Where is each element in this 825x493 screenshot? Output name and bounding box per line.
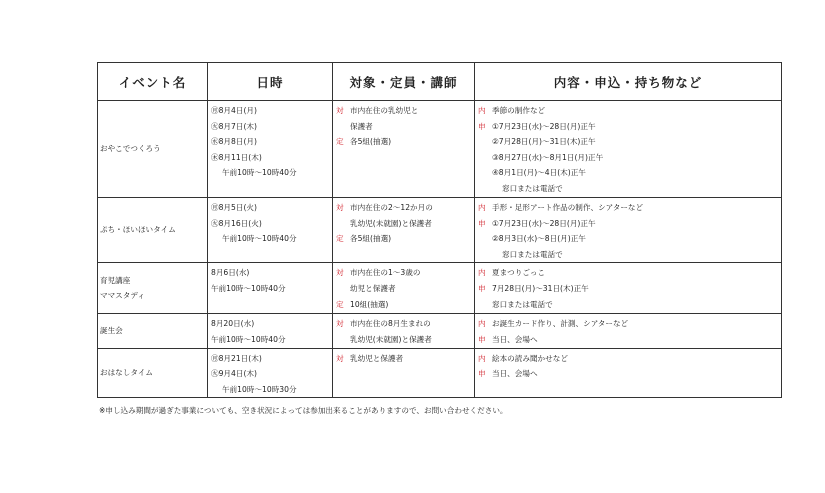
target-text: 幼児と保護者 (350, 283, 396, 293)
target-text: 市内在住の2～12か月の (350, 203, 433, 212)
content-text: 季節の制作など (492, 106, 546, 115)
table-row (98, 198, 782, 263)
datetime-cell (208, 348, 333, 398)
content-text: ①7月23日(水)～28日(月)正午 (492, 218, 596, 228)
target-line (336, 332, 474, 348)
target-text: 各5組(抽選) (350, 137, 392, 147)
marker-label (336, 119, 346, 135)
content-list (475, 314, 781, 347)
content-cell (475, 198, 782, 263)
marker-label (478, 165, 488, 181)
content-text: ②7月28日(月)～31日(木)正午 (492, 137, 596, 147)
target-text: 各5組(抽選) (350, 234, 392, 244)
content-text: 当日、会場へ (492, 334, 538, 344)
datetime-cell (208, 314, 333, 348)
marker-label: 定 (336, 137, 344, 147)
target-list (333, 198, 474, 247)
marker-label: 申 (478, 121, 486, 131)
event-name-line: ママスタディ (100, 291, 145, 301)
table-row (98, 314, 782, 348)
content-line (478, 316, 781, 332)
target-cell (333, 198, 475, 263)
datetime-list (208, 101, 332, 181)
marker-label: 申 (478, 218, 486, 228)
marker-label (336, 216, 346, 232)
footnote: ※申し込み期間が過ぎた事業についても、空き状況によっては参加出来ることがありますので、お問い合わせください。 (99, 406, 508, 415)
target-line (336, 216, 474, 232)
target-list (333, 314, 474, 347)
content-line (478, 366, 781, 382)
datetime-list (208, 198, 332, 247)
content-text: ①7月23日(水)～28日(月)正午 (492, 121, 596, 131)
event-name-cell (98, 314, 208, 348)
datetime-list (208, 263, 332, 296)
datetime-line: ㊌8月8日(月) (211, 137, 257, 147)
marker-label: 内 (478, 203, 486, 212)
content-cell (475, 348, 782, 398)
event-name (98, 263, 207, 313)
content-text: お誕生カード作り、計測、シアターなど (492, 319, 629, 329)
marker-label: 対 (336, 268, 344, 278)
target-text: 保護者 (350, 121, 373, 131)
header-row (98, 63, 782, 101)
content-list (475, 263, 781, 312)
target-cell (333, 348, 475, 398)
marker-label (336, 332, 346, 348)
target-line (336, 103, 474, 119)
datetime-list (208, 349, 332, 398)
event-name (98, 349, 207, 398)
datetime-line: ㊍8月11日(木) (211, 152, 262, 162)
content-line (478, 332, 781, 348)
marker-label (478, 231, 488, 247)
marker-label: 申 (478, 334, 486, 344)
datetime-line: ㊊8月5日(火) (211, 203, 257, 212)
header-content: 内容・申込・持ち物など (475, 63, 782, 101)
content-line (478, 351, 781, 367)
marker-label (336, 281, 346, 297)
header-datetime: 日時 (208, 63, 333, 101)
marker-label: 内 (478, 353, 486, 363)
target-line (336, 119, 474, 135)
marker-label: 対 (336, 203, 344, 212)
datetime-cell (208, 263, 333, 314)
content-text: 絵本の読み聞かせなど (492, 353, 568, 363)
table-row (98, 348, 782, 398)
content-text: 当日、会場へ (492, 369, 538, 379)
content-list (475, 101, 781, 197)
target-line (336, 200, 474, 216)
target-text: 市内在住の乳幼児と (350, 106, 419, 115)
target-text: 乳幼児(未就園)と保護者 (350, 218, 432, 228)
event-name (98, 101, 207, 197)
target-text: 乳幼児(未就園)と保護者 (350, 334, 432, 344)
marker-label (478, 297, 488, 313)
content-text: ④8月1日(月)～4日(木)正午 (492, 168, 586, 178)
datetime-line: 午前10時～10時30分 (222, 384, 297, 394)
target-line (336, 316, 474, 332)
content-list (475, 198, 781, 262)
target-list (333, 349, 474, 367)
datetime-line: ㊊8月4日(月) (211, 106, 257, 115)
marker-label: 定 (336, 234, 344, 244)
target-text: 市内在住の1～3歳の (350, 268, 421, 278)
content-text: 窓口または電話で (502, 249, 563, 259)
datetime-line: ㊊8月21日(木) (211, 353, 262, 363)
content-line (478, 165, 781, 181)
content-line (478, 134, 781, 150)
marker-label: 内 (478, 268, 486, 278)
event-schedule (97, 62, 782, 398)
target-text: 10組(抽選) (350, 299, 389, 309)
content-text: 7月28日(月)～31日(木)正午 (492, 283, 589, 293)
event-name-cell (98, 263, 208, 314)
content-text: 窓口または電話で (492, 299, 553, 309)
datetime-line: 午前10時～10時40分 (222, 234, 297, 244)
content-line (478, 231, 781, 247)
event-name-cell (98, 101, 208, 198)
header-target: 対象・定員・講師 (333, 63, 475, 101)
datetime-cell (208, 198, 333, 263)
event-name-line: 育児講座 (100, 275, 131, 285)
marker-label: 対 (336, 106, 344, 115)
content-line (478, 265, 781, 281)
event-name (98, 198, 207, 262)
datetime-line: ㊋8月7日(木) (211, 121, 257, 131)
content-cell (475, 314, 782, 348)
event-name (98, 314, 207, 347)
content-list (475, 349, 781, 382)
datetime-list (208, 314, 332, 347)
target-text: 乳幼児と保護者 (350, 353, 404, 363)
marker-label: 申 (478, 369, 486, 379)
datetime-line: ㊋8月16日(火) (211, 218, 262, 228)
datetime-line: 午前10時～10時40分 (211, 283, 286, 293)
event-name-cell (98, 348, 208, 398)
target-line (336, 134, 474, 150)
content-line (478, 247, 781, 263)
content-text: 手形・足形アート作品の制作、シアターなど (492, 203, 644, 212)
content-line (478, 181, 781, 197)
target-cell (333, 263, 475, 314)
event-name-line: おはなしタイム (100, 368, 154, 378)
target-line (336, 231, 474, 247)
marker-label (478, 134, 488, 150)
table-row (98, 263, 782, 314)
target-cell (333, 101, 475, 198)
target-cell (333, 314, 475, 348)
target-list (333, 263, 474, 312)
target-text: 市内在住の8月生まれの (350, 319, 431, 329)
marker-label: 内 (478, 319, 486, 329)
datetime-line: 午前10時～10時40分 (211, 334, 286, 344)
marker-label: 内 (478, 106, 486, 115)
target-line (336, 351, 474, 367)
table-row (98, 101, 782, 198)
target-list (333, 101, 474, 150)
datetime-line: 8月6日(水) (211, 268, 250, 278)
content-text: ②8月3日(水)～8日(月)正午 (492, 234, 586, 244)
target-line (336, 281, 474, 297)
content-line (478, 216, 781, 232)
content-line (478, 281, 781, 297)
event-name-cell (98, 198, 208, 263)
datetime-line: ㊋9月4日(木) (211, 369, 257, 379)
event-name-line: おやこでつくろう (100, 144, 161, 154)
content-text: 窓口または電話で (502, 183, 563, 193)
target-line (336, 265, 474, 281)
event-name-line: 誕生会 (100, 326, 123, 336)
marker-label: 対 (336, 353, 344, 363)
marker-label: 対 (336, 319, 344, 329)
marker-label: 申 (478, 283, 486, 293)
event-table (97, 62, 782, 398)
header-event-name: イベント名 (98, 63, 208, 101)
content-line (478, 150, 781, 166)
marker-label (478, 247, 488, 263)
event-name-line: ぷち・ほいほいタイム (100, 225, 176, 235)
datetime-cell (208, 101, 333, 198)
content-text: 夏まつりごっこ (492, 268, 546, 278)
datetime-line: 午前10時～10時40分 (222, 168, 297, 178)
target-line (336, 297, 474, 313)
content-line (478, 200, 781, 216)
content-line (478, 297, 781, 313)
content-text: ③8月27日(水)～8月1日(月)正午 (492, 152, 604, 162)
content-cell (475, 263, 782, 314)
datetime-line: 8月20日(水) (211, 319, 255, 329)
content-line (478, 103, 781, 119)
marker-label (478, 150, 488, 166)
content-cell (475, 101, 782, 198)
marker-label: 定 (336, 299, 344, 309)
content-line (478, 119, 781, 135)
marker-label (478, 181, 488, 197)
